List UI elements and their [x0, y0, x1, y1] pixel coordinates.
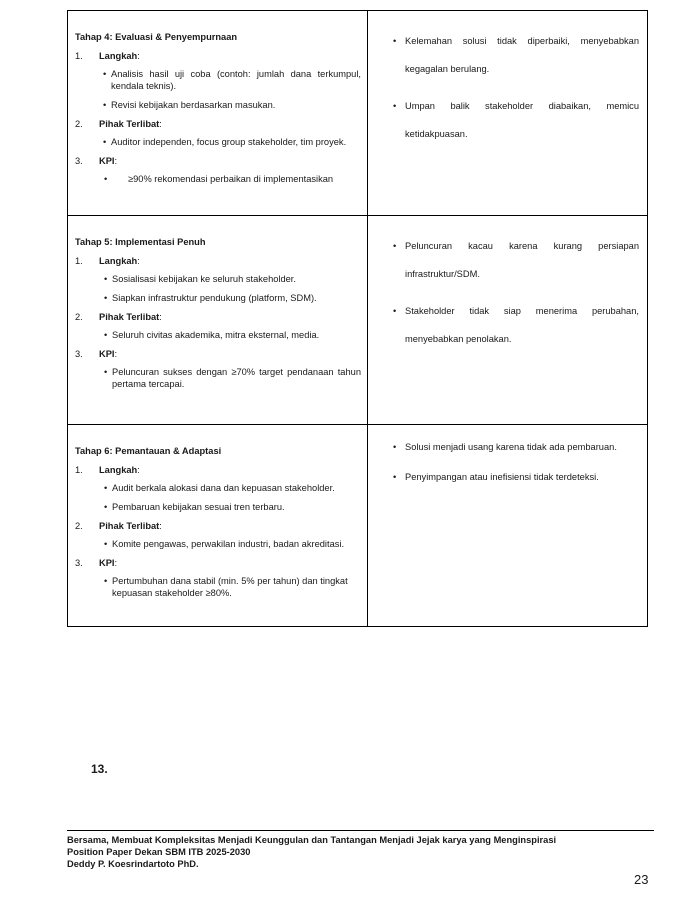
section-number: 2. — [75, 119, 83, 129]
risk-item: • Umpan balik stakeholder diabaikan, memicu ketidakpuasan. — [393, 92, 639, 148]
list-item: • Peluncuran sukses dengan ≥70% target pendanaan tahun pertama tercapai. — [75, 366, 361, 390]
section-number: 1. — [75, 51, 83, 61]
section-number: 1. — [75, 465, 83, 475]
section-header: 3. KPI: — [75, 156, 118, 166]
section-number: 1. — [75, 256, 83, 266]
footer-line-subtitle: Position Paper Dekan SBM ITB 2025-2030 — [67, 847, 251, 857]
footer — [67, 834, 556, 870]
item-list — [75, 366, 361, 390]
risk-list — [393, 441, 639, 483]
section-label: Pihak Terlibat — [99, 119, 160, 129]
section-number: 2. — [75, 312, 83, 322]
stage-title: Tahap 4: Evaluasi & Penyempurnaan — [75, 32, 238, 42]
risk-item: • Stakeholder tidak siap menerima perubahan, menyebabkan penolakan. — [393, 297, 639, 353]
section-label: Pihak Terlibat — [99, 312, 160, 322]
list-item: • Pembaruan kebijakan sesuai tren terbaru. — [75, 501, 361, 513]
section-number: 3. — [75, 558, 83, 568]
section-label: Langkah — [99, 256, 138, 266]
stage-title: Tahap 5: Implementasi Penuh — [75, 237, 206, 247]
section-number: 2. — [75, 521, 83, 531]
item-list — [75, 173, 361, 185]
stage-risks-cell — [368, 216, 648, 425]
stage-steps-cell — [68, 11, 368, 216]
stage-risks-cell — [368, 11, 648, 216]
item-list — [75, 329, 361, 341]
item-list — [75, 136, 361, 148]
section-label: Langkah — [99, 51, 138, 61]
list-item: • Seluruh civitas akademika, mitra eksternal, media. — [75, 329, 361, 341]
section-header: 2. Pihak Terlibat: — [75, 312, 162, 322]
section-label: Langkah — [99, 465, 138, 475]
page-number: 23 — [634, 872, 649, 887]
stage-risks-cell — [368, 425, 648, 627]
section-header: 3. KPI: — [75, 558, 118, 568]
risk-list — [393, 27, 639, 148]
list-item: • Sosialisasi kebijakan ke seluruh stakeholder. — [75, 273, 361, 285]
section-label: KPI — [99, 156, 115, 166]
section-header: 3. KPI: — [75, 349, 118, 359]
list-item: • Pertumbuhan dana stabil (min. 5% per tahun) dan tingkat kepuasan stakeholder ≥80%. — [75, 575, 361, 599]
stage-row — [68, 216, 648, 425]
section-label: KPI — [99, 349, 115, 359]
risk-list — [393, 232, 639, 353]
footer-line-title: Bersama, Membuat Kompleksitas Menjadi Keunggulan dan Tantangan Menjadi Jejak karya yang Menginspirasi — [67, 835, 557, 845]
stage-steps-cell — [68, 216, 368, 425]
section-header: 2. Pihak Terlibat: — [75, 119, 162, 129]
section-header: 1. Langkah: — [75, 256, 140, 266]
section-number: 3. — [75, 349, 83, 359]
section-header: 2. Pihak Terlibat: — [75, 521, 162, 531]
footer-line-author: Deddy P. Koesrindartoto PhD. — [67, 859, 199, 869]
list-item: • Audit berkala alokasi dana dan kepuasan stakeholder. — [75, 482, 361, 494]
list-item: • Analisis hasil uji coba (contoh: jumlah dana terkumpul, kendala teknis). — [75, 68, 361, 92]
list-item: • Komite pengawas, perwakilan industri, badan akreditasi. — [75, 538, 361, 550]
section-number: 3. — [75, 156, 83, 166]
footer-divider — [67, 830, 654, 831]
item-list — [75, 68, 361, 111]
item-list — [75, 273, 361, 304]
risk-item: • Solusi menjadi usang karena tidak ada pembaruan. — [393, 441, 639, 453]
item-list — [75, 482, 361, 513]
list-item: • Siapkan infrastruktur pendukung (platform, SDM). — [75, 292, 361, 304]
risk-item: • Kelemahan solusi tidak diperbaiki, menyebabkan kegagalan berulang. — [393, 27, 639, 83]
section-header: 1. Langkah: — [75, 51, 140, 61]
item-list — [75, 538, 361, 550]
section-label: Pihak Terlibat — [99, 521, 160, 531]
section-header: 1. Langkah: — [75, 465, 140, 475]
item-list — [75, 575, 361, 599]
stage-title: Tahap 6: Pemantauan & Adaptasi — [75, 446, 222, 456]
stages-table — [67, 10, 648, 627]
stage-row — [68, 11, 648, 216]
stage-steps-cell — [68, 425, 368, 627]
risk-item: • Penyimpangan atau inefisiensi tidak terdeteksi. — [393, 471, 639, 483]
list-item: • Auditor independen, focus group stakeholder, tim proyek. — [75, 136, 361, 148]
risk-item: • Peluncuran kacau karena kurang persiapan infrastruktur/SDM. — [393, 232, 639, 288]
stage-row — [68, 425, 648, 627]
list-item: • Revisi kebijakan berdasarkan masukan. — [75, 99, 361, 111]
section-number-heading: 13. — [91, 762, 108, 776]
section-label: KPI — [99, 558, 115, 568]
list-item: • ≥90% rekomendasi perbaikan di implementasikan — [75, 173, 361, 185]
